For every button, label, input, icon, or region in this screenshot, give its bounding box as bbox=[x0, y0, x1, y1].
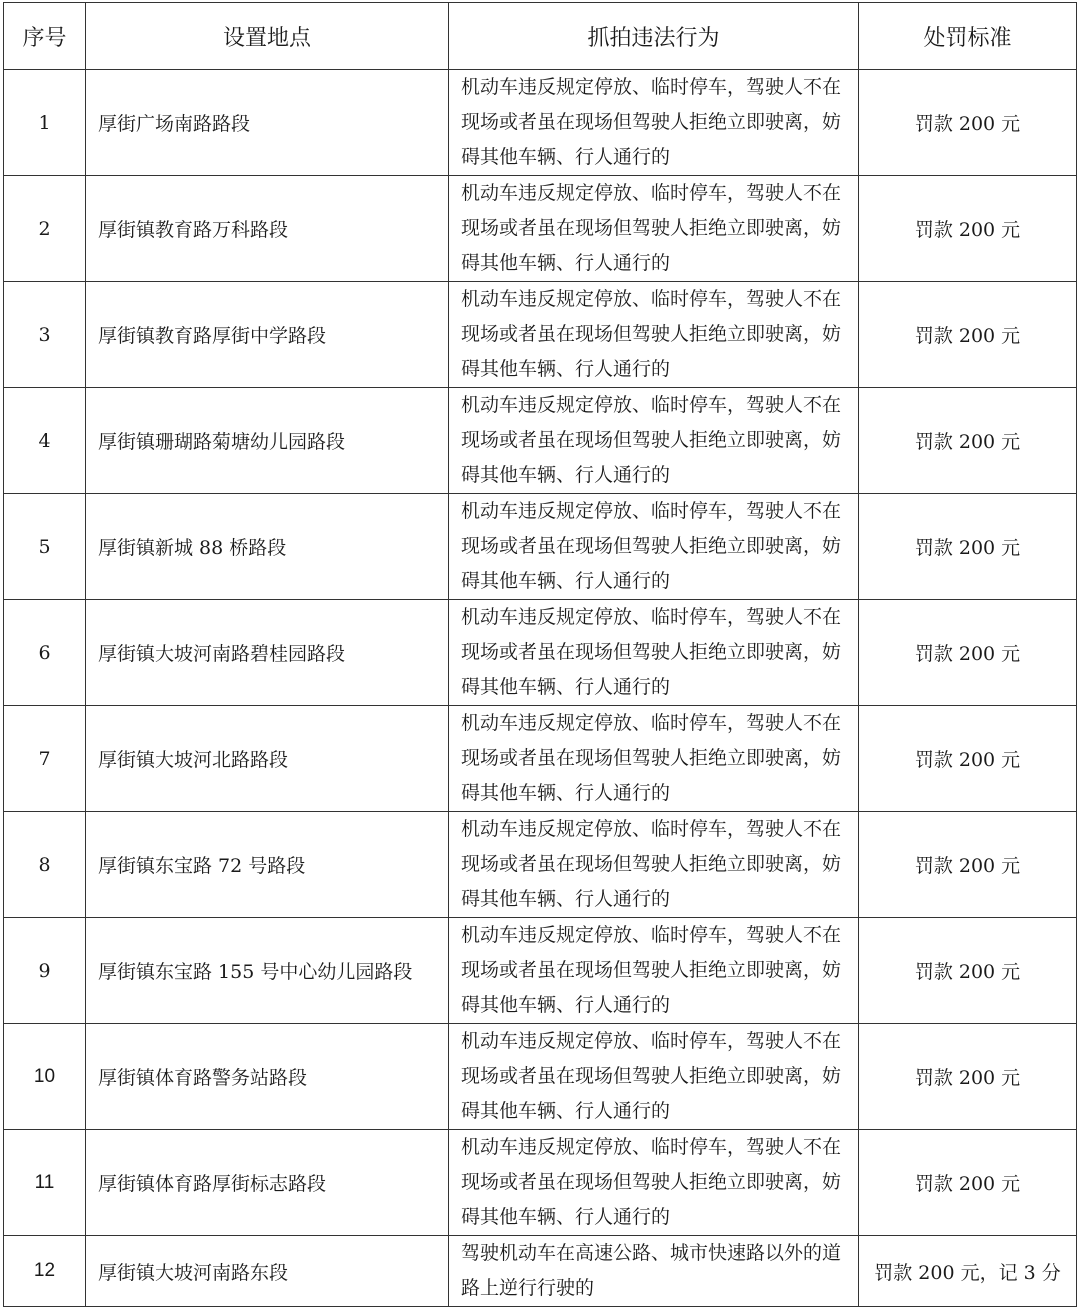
row-penalty: 罚款 200 元 bbox=[859, 70, 1077, 176]
row-index: 1 bbox=[4, 70, 86, 176]
row-violation: 驾驶机动车在高速公路、城市快速路以外的道路上逆行行驶的 bbox=[449, 1236, 859, 1307]
row-index: 7 bbox=[4, 706, 86, 812]
header-penalty: 处罚标准 bbox=[859, 3, 1077, 70]
table-row bbox=[4, 494, 1077, 600]
row-location: 厚街镇大坡河南路碧桂园路段 bbox=[86, 600, 449, 706]
row-penalty: 罚款 200 元 bbox=[859, 812, 1077, 918]
row-index: 8 bbox=[4, 812, 86, 918]
row-violation: 机动车违反规定停放、临时停车，驾驶人不在现场或者虽在现场但驾驶人拒绝立即驶离，妨碍其他车辆、行人通行的 bbox=[449, 1024, 859, 1130]
row-violation: 机动车违反规定停放、临时停车，驾驶人不在现场或者虽在现场但驾驶人拒绝立即驶离，妨碍其他车辆、行人通行的 bbox=[449, 70, 859, 176]
table-row bbox=[4, 600, 1077, 706]
row-location: 厚街镇东宝路 72 号路段 bbox=[86, 812, 449, 918]
row-violation: 机动车违反规定停放、临时停车，驾驶人不在现场或者虽在现场但驾驶人拒绝立即驶离，妨碍其他车辆、行人通行的 bbox=[449, 494, 859, 600]
row-index: 12 bbox=[4, 1236, 86, 1307]
header-location: 设置地点 bbox=[86, 3, 449, 70]
row-penalty: 罚款 200 元 bbox=[859, 176, 1077, 282]
row-location: 厚街镇新城 88 桥路段 bbox=[86, 494, 449, 600]
row-penalty: 罚款 200 元 bbox=[859, 600, 1077, 706]
table-row bbox=[4, 176, 1077, 282]
row-index: 6 bbox=[4, 600, 86, 706]
row-penalty: 罚款 200 元 bbox=[859, 918, 1077, 1024]
row-penalty: 罚款 200 元 bbox=[859, 1130, 1077, 1236]
table-row bbox=[4, 918, 1077, 1024]
row-index: 3 bbox=[4, 282, 86, 388]
row-location: 厚街镇体育路厚街标志路段 bbox=[86, 1130, 449, 1236]
row-violation: 机动车违反规定停放、临时停车，驾驶人不在现场或者虽在现场但驾驶人拒绝立即驶离，妨碍其他车辆、行人通行的 bbox=[449, 812, 859, 918]
table-header-row bbox=[4, 3, 1077, 70]
table-row bbox=[4, 812, 1077, 918]
row-penalty: 罚款 200 元 bbox=[859, 1024, 1077, 1130]
row-location: 厚街镇体育路警务站路段 bbox=[86, 1024, 449, 1130]
row-index: 4 bbox=[4, 388, 86, 494]
row-location: 厚街镇教育路厚街中学路段 bbox=[86, 282, 449, 388]
row-penalty: 罚款 200 元 bbox=[859, 706, 1077, 812]
row-violation: 机动车违反规定停放、临时停车，驾驶人不在现场或者虽在现场但驾驶人拒绝立即驶离，妨碍其他车辆、行人通行的 bbox=[449, 918, 859, 1024]
row-index: 11 bbox=[4, 1130, 86, 1236]
row-penalty: 罚款 200 元 bbox=[859, 388, 1077, 494]
row-violation: 机动车违反规定停放、临时停车，驾驶人不在现场或者虽在现场但驾驶人拒绝立即驶离，妨碍其他车辆、行人通行的 bbox=[449, 388, 859, 494]
row-violation: 机动车违反规定停放、临时停车，驾驶人不在现场或者虽在现场但驾驶人拒绝立即驶离，妨碍其他车辆、行人通行的 bbox=[449, 600, 859, 706]
row-penalty: 罚款 200 元 bbox=[859, 282, 1077, 388]
row-violation: 机动车违反规定停放、临时停车，驾驶人不在现场或者虽在现场但驾驶人拒绝立即驶离，妨碍其他车辆、行人通行的 bbox=[449, 176, 859, 282]
row-location: 厚街镇珊瑚路菊塘幼儿园路段 bbox=[86, 388, 449, 494]
row-location: 厚街镇大坡河北路路段 bbox=[86, 706, 449, 812]
row-violation: 机动车违反规定停放、临时停车，驾驶人不在现场或者虽在现场但驾驶人拒绝立即驶离，妨碍其他车辆、行人通行的 bbox=[449, 282, 859, 388]
row-violation: 机动车违反规定停放、临时停车，驾驶人不在现场或者虽在现场但驾驶人拒绝立即驶离，妨碍其他车辆、行人通行的 bbox=[449, 706, 859, 812]
header-violation: 抓拍违法行为 bbox=[449, 3, 859, 70]
table-body bbox=[4, 70, 1077, 1307]
row-penalty: 罚款 200 元 bbox=[859, 494, 1077, 600]
row-violation: 机动车违反规定停放、临时停车，驾驶人不在现场或者虽在现场但驾驶人拒绝立即驶离，妨碍其他车辆、行人通行的 bbox=[449, 1130, 859, 1236]
row-index: 5 bbox=[4, 494, 86, 600]
row-location: 厚街镇教育路万科路段 bbox=[86, 176, 449, 282]
row-index: 10 bbox=[4, 1024, 86, 1130]
row-penalty: 罚款 200 元，记 3 分 bbox=[859, 1236, 1077, 1307]
table-row bbox=[4, 1024, 1077, 1130]
row-location: 厚街广场南路路段 bbox=[86, 70, 449, 176]
row-index: 9 bbox=[4, 918, 86, 1024]
table-row bbox=[4, 70, 1077, 176]
table-row bbox=[4, 1130, 1077, 1236]
row-location: 厚街镇大坡河南路东段 bbox=[86, 1236, 449, 1307]
row-location: 厚街镇东宝路 155 号中心幼儿园路段 bbox=[86, 918, 449, 1024]
header-index: 序号 bbox=[4, 3, 86, 70]
camera-locations-table bbox=[3, 2, 1077, 1307]
table-row bbox=[4, 282, 1077, 388]
table-row bbox=[4, 706, 1077, 812]
row-index: 2 bbox=[4, 176, 86, 282]
table-row bbox=[4, 388, 1077, 494]
